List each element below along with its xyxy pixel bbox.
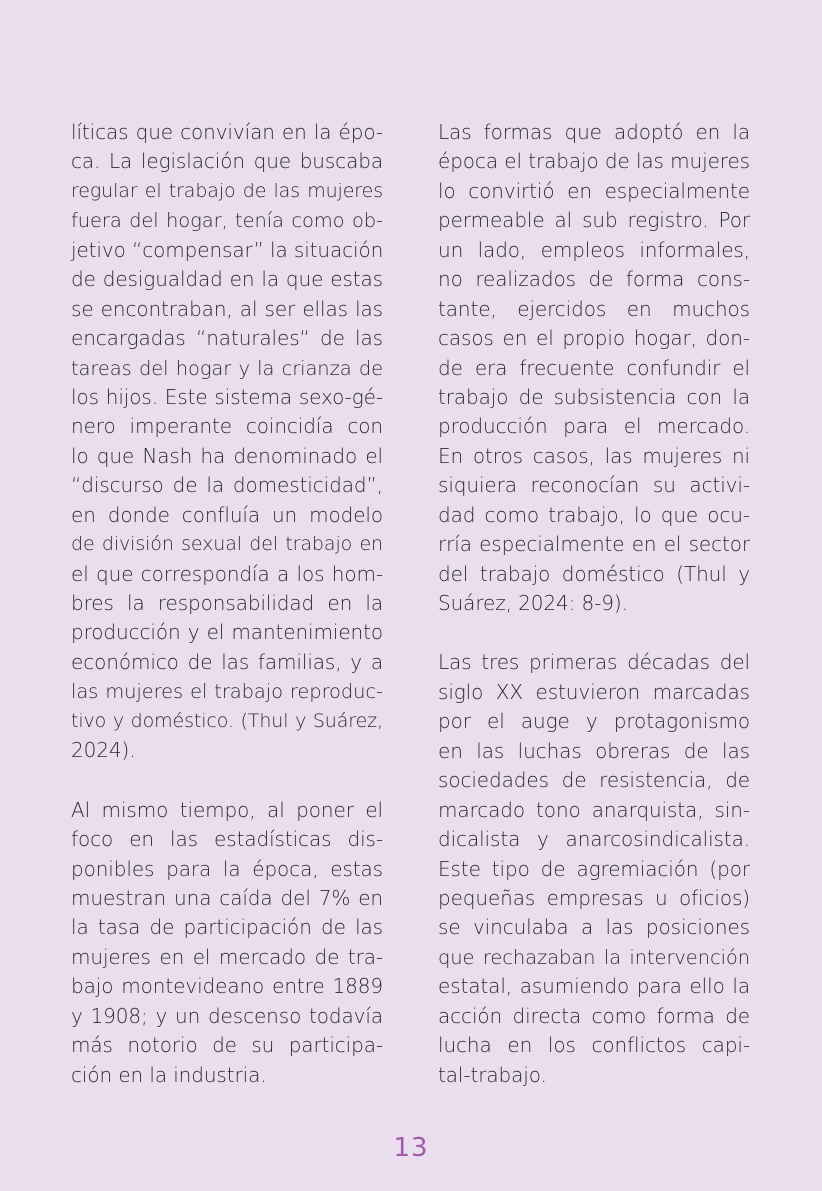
text-line: se encontraban, al ser ellas las [71, 296, 383, 321]
text-line: producción y el mantenimiento [71, 620, 383, 645]
text-line: Las formas que adoptó en la [438, 120, 750, 144]
text-line: “discurso de la domesticidad”, [71, 473, 383, 498]
text-line: tivo y doméstico. (Thul y Suárez, [71, 709, 383, 732]
text-line: dad como trabajo, lo que ocu- [438, 502, 750, 527]
text-line: dicalista y anarcosindicalista. [438, 827, 750, 852]
text-line: nero imperante coincidía con [71, 414, 383, 439]
text-line: producción para el mercado. [438, 414, 750, 439]
text-line: lucha en los conflictos capi- [438, 1033, 750, 1058]
text-line: ca. La legislación que buscaba [71, 149, 383, 174]
text-line: el que correspondía a los hom- [71, 561, 383, 586]
text-line: líticas que convivían en la épo- [71, 120, 383, 144]
text-line: Las tres primeras décadas del [438, 650, 750, 675]
text-line: casos en el propio hogar, don- [438, 326, 750, 351]
text-line: Suárez, 2024: 8-9). [438, 591, 628, 615]
text-line: económico de las familias, y a [71, 649, 383, 674]
right-paragraph-1 [438, 118, 750, 618]
text-line: de división sexual del trabajo en [71, 533, 383, 556]
paragraph-gap [71, 766, 383, 796]
left-paragraph-2 [71, 796, 383, 1090]
text-line: trabajo de subsistencia con la [438, 384, 750, 409]
page-number: 13 [393, 1133, 429, 1163]
text-line: jetivo “compensar” la situación [71, 237, 384, 262]
text-line: no realizados de forma cons- [438, 267, 750, 292]
text-line: ción en la industria. [71, 1062, 267, 1087]
left-column [71, 118, 383, 1090]
text-line: regular el trabajo de las mujeres [71, 179, 383, 202]
text-line: marcado tono anarquista, sin- [438, 797, 750, 822]
text-line: lo convirtió en especialmente [438, 178, 750, 203]
text-line: los hijos. Este sistema sexo-gé- [71, 384, 383, 409]
text-line: Al mismo tiempo, al poner el [71, 797, 383, 822]
text-line: permeable al sub registro. Por [438, 208, 750, 233]
text-line: tareas del hogar y la crianza de [71, 356, 383, 380]
text-line: fuera del hogar, tenía como ob- [71, 209, 383, 233]
text-line: de desigualdad en la que estas [71, 267, 383, 292]
text-line: mujeres en el mercado de tra- [71, 944, 383, 969]
text-line: del trabajo doméstico (Thul y [438, 561, 750, 586]
right-column [438, 118, 750, 1090]
text-line: en donde confluía un modelo [71, 502, 383, 527]
text-line: en las luchas obreras de las [438, 738, 750, 763]
text-line: 2024). [71, 738, 136, 763]
text-line: foco en las estadísticas dis- [71, 827, 383, 852]
text-line: y 1908; y un descenso todavía [71, 1003, 383, 1028]
text-line: la tasa de participación de las [71, 915, 383, 940]
text-line: por el auge y protagonismo [438, 709, 750, 734]
text-line: de era frecuente confundir el [438, 355, 750, 380]
text-line: las mujeres el trabajo reproduc- [71, 680, 383, 704]
text-line: siglo XX estuvieron marcadas [438, 679, 750, 704]
text-line: bres la responsabilidad en la [71, 591, 383, 615]
text-line: ponibles para la época, estas [71, 856, 383, 881]
text-line: muestran una caída del 7% en [71, 885, 383, 910]
left-paragraph-1 [71, 118, 383, 766]
text-line: se vinculaba a las posiciones [438, 915, 750, 940]
text-line: sociedades de resistencia, de [438, 768, 750, 793]
text-line: tal-trabajo. [438, 1062, 547, 1087]
paragraph-gap [438, 618, 750, 648]
text-line: época el trabajo de las mujeres [438, 149, 750, 174]
text-line: que rechazaban la intervención [438, 945, 750, 969]
text-line: acción directa como forma de [438, 1003, 750, 1028]
text-line: bajo montevideano entre 1889 [71, 974, 383, 999]
text-line: pequeñas empresas u oficios) [438, 885, 750, 910]
text-line: un lado, empleos informales, [438, 237, 750, 262]
text-line: rría especialmente en el sector [438, 532, 750, 557]
text-line: más notorio de su participa- [71, 1033, 383, 1058]
text-line: encargadas “naturales“ de las [71, 326, 383, 351]
text-line: estatal, asumiendo para ello la [438, 974, 750, 999]
text-line: Este tipo de agremiación (por [438, 856, 750, 881]
text-line: siquiera reconocían su activi- [438, 473, 750, 498]
right-paragraph-2 [438, 648, 750, 1090]
text-line: lo que Nash ha denominado el [71, 443, 383, 468]
text-line: tante, ejercidos en muchos [438, 296, 750, 321]
text-line: En otros casos, las mujeres ni [438, 443, 750, 468]
